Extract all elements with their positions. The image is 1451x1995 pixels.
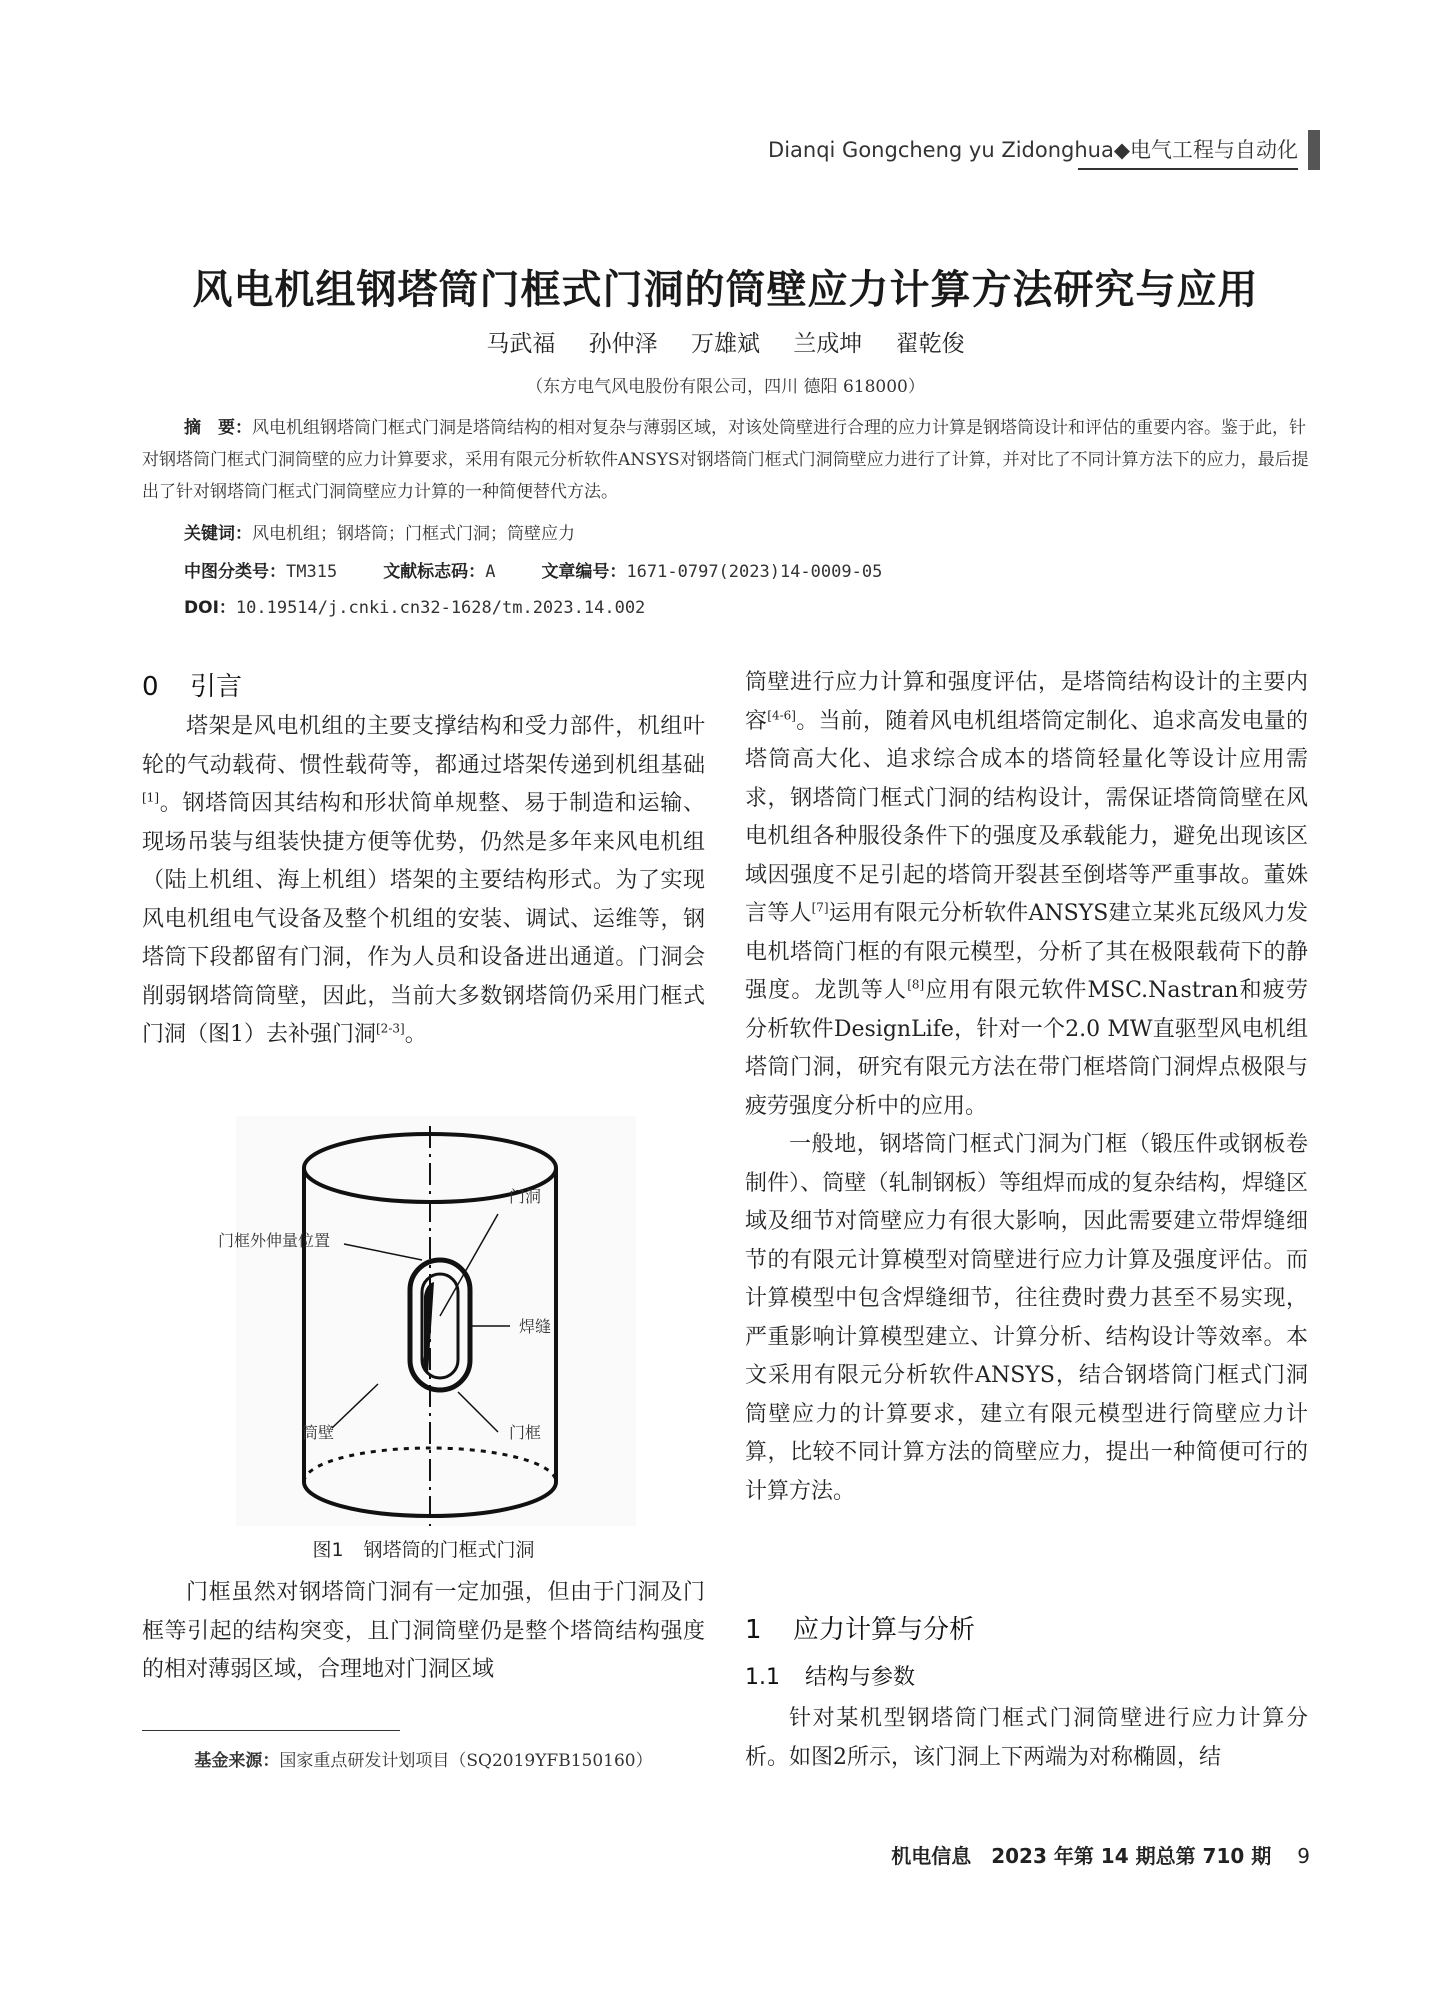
doc-code-label: 文献标志码： — [383, 562, 486, 582]
intro-p1-text-c: 。 — [404, 1022, 427, 1047]
left-column-top — [142, 708, 705, 1055]
leader-wall — [332, 1384, 378, 1428]
author-list: 马武福 孙仲泽 万雄斌 兰成坤 翟乾俊 — [486, 331, 965, 357]
figure-1-caption-text: 钢塔筒的门框式门洞 — [363, 1539, 535, 1561]
section-1-number: 1 — [745, 1615, 762, 1645]
intro-paragraph-1 — [142, 708, 705, 1055]
page-number: 9 — [1297, 1844, 1310, 1868]
section-1-1-number: 1.1 — [745, 1665, 780, 1690]
funding-footnote — [142, 1746, 705, 1771]
left-column-bottom — [142, 1574, 705, 1690]
section-1-1-title: 结构与参数 — [805, 1665, 916, 1690]
citation-4-6: [4-6] — [767, 708, 796, 723]
abstract-label: 摘 要： — [184, 418, 252, 438]
citation-1: [1] — [142, 790, 159, 805]
door-frame-diagram — [236, 1116, 636, 1526]
section-0-heading — [142, 667, 242, 707]
intro-paragraph-2: 门框虽然对钢塔筒门洞有一定加强，但由于门洞及门框等引起的结构突变，且门洞筒壁仍是整个塔筒结构强度的相对薄弱区域，合理地对门洞区域 — [142, 1580, 705, 1682]
label-frame-extension: 门框外伸量位置 — [218, 1231, 331, 1250]
running-header — [760, 130, 1320, 170]
section-1-1-body — [745, 1700, 1308, 1777]
intro-p3-text-a: 筒壁进行应力计算和强度评估，是塔筒结构设计的主要内容 — [745, 670, 1308, 734]
funding-label: 基金来源： — [194, 1751, 280, 1771]
section-0-title: 引言 — [190, 672, 243, 702]
intro-paragraph-3 — [745, 664, 1308, 1126]
intro-paragraph-4: 一般地，钢塔筒门框式门洞为门框（锻压件或钢板卷制件）、筒壁（轧制钢板）等组焊而成的复杂结构，焊缝区域及细节对筒壁应力有很大影响，因此需要建立带焊缝细节的有限元计算模型对筒壁进行应力计算及强度评估。而计算模型中包含焊缝细节，往往费时费力甚至不易实现，严重影响计算模型建立、计算分析、结构设计等效率。本文采用有限元分析软件ANSYS，结合钢塔筒门框式门洞筒壁应力的计算要求，建立有限元模型进行筒壁应力计算，比较不同计算方法的筒壁应力，提出一种简便可行的计算方法。 — [745, 1132, 1308, 1504]
intro-p1-text-a: 塔架是风电机组的主要支撑结构和受力部件，机组叶轮的气动载荷、惯性载荷等，都通过塔架传递到机组基础 — [142, 714, 705, 778]
doc-code-value: A — [485, 562, 496, 582]
footnote-rule — [142, 1730, 400, 1731]
intro-p3-text-d: 应用有限元软件MSC.Nastran和疲劳分析软件DesignLife，针对一个2.0 MW直驱型风电机组塔筒门洞，研究有限元方法在带门框塔筒门洞焊点极限与疲劳强度分析中的应用。 — [745, 978, 1308, 1119]
page-footer — [870, 1840, 1310, 1869]
article-number-value: 1671-0797(2023)14-0009-05 — [626, 562, 883, 582]
intro-p1-text-b: 。钢塔筒因其结构和形状简单规整、易于制造和运输、现场吊装与组装快捷方便等优势，仍然是多年来风电机组（陆上机组、海上机组）塔架的主要结构形式。为了实现风电机组电气设备及整个机组的安装、调试、运维等，钢塔筒下段都留有门洞，作为人员和设备进出通道。门洞会削弱钢塔筒筒壁，因此，当前大多数钢塔筒仍采用门框式门洞（图1）去补强门洞 — [142, 791, 705, 1047]
abstract — [142, 412, 1310, 508]
intro-p3-text-b: 。当前，随着风电机组塔筒定制化、追求高发电量的塔筒高大化、追求综合成本的塔筒轻量化等设计应用需求，钢塔筒门框式门洞的结构设计，需保证塔筒筒壁在风电机组各种服役条件下的强度及承载能力，避免出现该区域因强度不足引起的塔筒开裂甚至倒塔等严重事故。董姝言等人 — [745, 708, 1308, 926]
keywords-label: 关键词： — [184, 524, 252, 544]
classification-line — [184, 556, 1304, 588]
opening-shadow — [424, 1282, 435, 1374]
section-1-1-heading — [745, 1660, 915, 1696]
section-1-heading — [745, 1610, 975, 1650]
abstract-text: 风电机组钢塔筒门框式门洞是塔筒结构的相对复杂与薄弱区域，对该处筒壁进行合理的应力计算是钢塔筒设计和评估的重要内容。鉴于此，针对钢塔筒门框式门洞筒壁的应力计算要求，采用有限元分析软件ANSYS对钢塔筒门框式门洞筒壁应力进行了计算，并对比了不同计算方法下的应力，最后提出了针对钢塔筒门框式门洞筒壁应力计算的一种简便替代方法。 — [142, 418, 1309, 502]
header-rule — [1078, 168, 1298, 170]
affiliation: （东方电气风电股份有限公司，四川 德阳 618000） — [526, 377, 925, 397]
label-door: 门洞 — [509, 1187, 542, 1206]
intro-p3-text-c: 运用有限元分析软件ANSYS建立某兆瓦级风力发电机塔筒门框的有限元模型，分析了其在极限载荷下的静强度。龙凯等人 — [745, 901, 1308, 1003]
section-1-title: 应力计算与分析 — [793, 1615, 976, 1645]
label-wall: 筒壁 — [302, 1423, 335, 1442]
right-column — [745, 664, 1308, 1511]
label-weld: 焊缝 — [519, 1317, 552, 1336]
journal-header-text: Dianqi Gongcheng yu Zidonghua◆电气工程与自动化 — [768, 138, 1298, 162]
figure-1-caption — [142, 1535, 705, 1562]
doi-label: DOI： — [184, 598, 236, 618]
figure-1 — [218, 1116, 636, 1526]
section-1-1-paragraph: 针对某机型钢塔筒门框式门洞筒壁进行应力计算分析。如图2所示，该门洞上下两端为对称椭圆，结 — [745, 1706, 1308, 1770]
article-number-label: 文章编号： — [541, 562, 627, 582]
clc-value: TM315 — [286, 562, 338, 582]
citation-7: [7] — [811, 900, 829, 915]
figure-1-number: 图1 — [312, 1539, 344, 1561]
doi-value: 10.19514/j.cnki.cn32-1628/tm.2023.14.002 — [235, 598, 646, 618]
keywords-text: 风电机组；钢塔筒；门框式门洞；筒壁应力 — [252, 524, 575, 544]
citation-8: [8] — [907, 977, 925, 992]
funding-text: 国家重点研发计划项目（SQ2019YFB150160） — [279, 1751, 653, 1771]
doi-line — [184, 592, 645, 624]
header-bar — [1308, 130, 1320, 170]
leader-frame-ext — [344, 1244, 422, 1260]
paper-title: 风电机组钢塔筒门框式门洞的筒壁应力计算方法研究与应用 — [192, 267, 1259, 313]
leader-frame — [458, 1392, 498, 1432]
label-frame: 门框 — [509, 1423, 542, 1442]
keywords — [184, 518, 575, 550]
clc-label: 中图分类号： — [184, 562, 286, 582]
section-0-number: 0 — [142, 672, 159, 702]
footer-journal-issue: 机电信息 2023 年第 14 期总第 710 期 — [891, 1844, 1272, 1868]
citation-2-3: [2-3] — [376, 1021, 405, 1036]
